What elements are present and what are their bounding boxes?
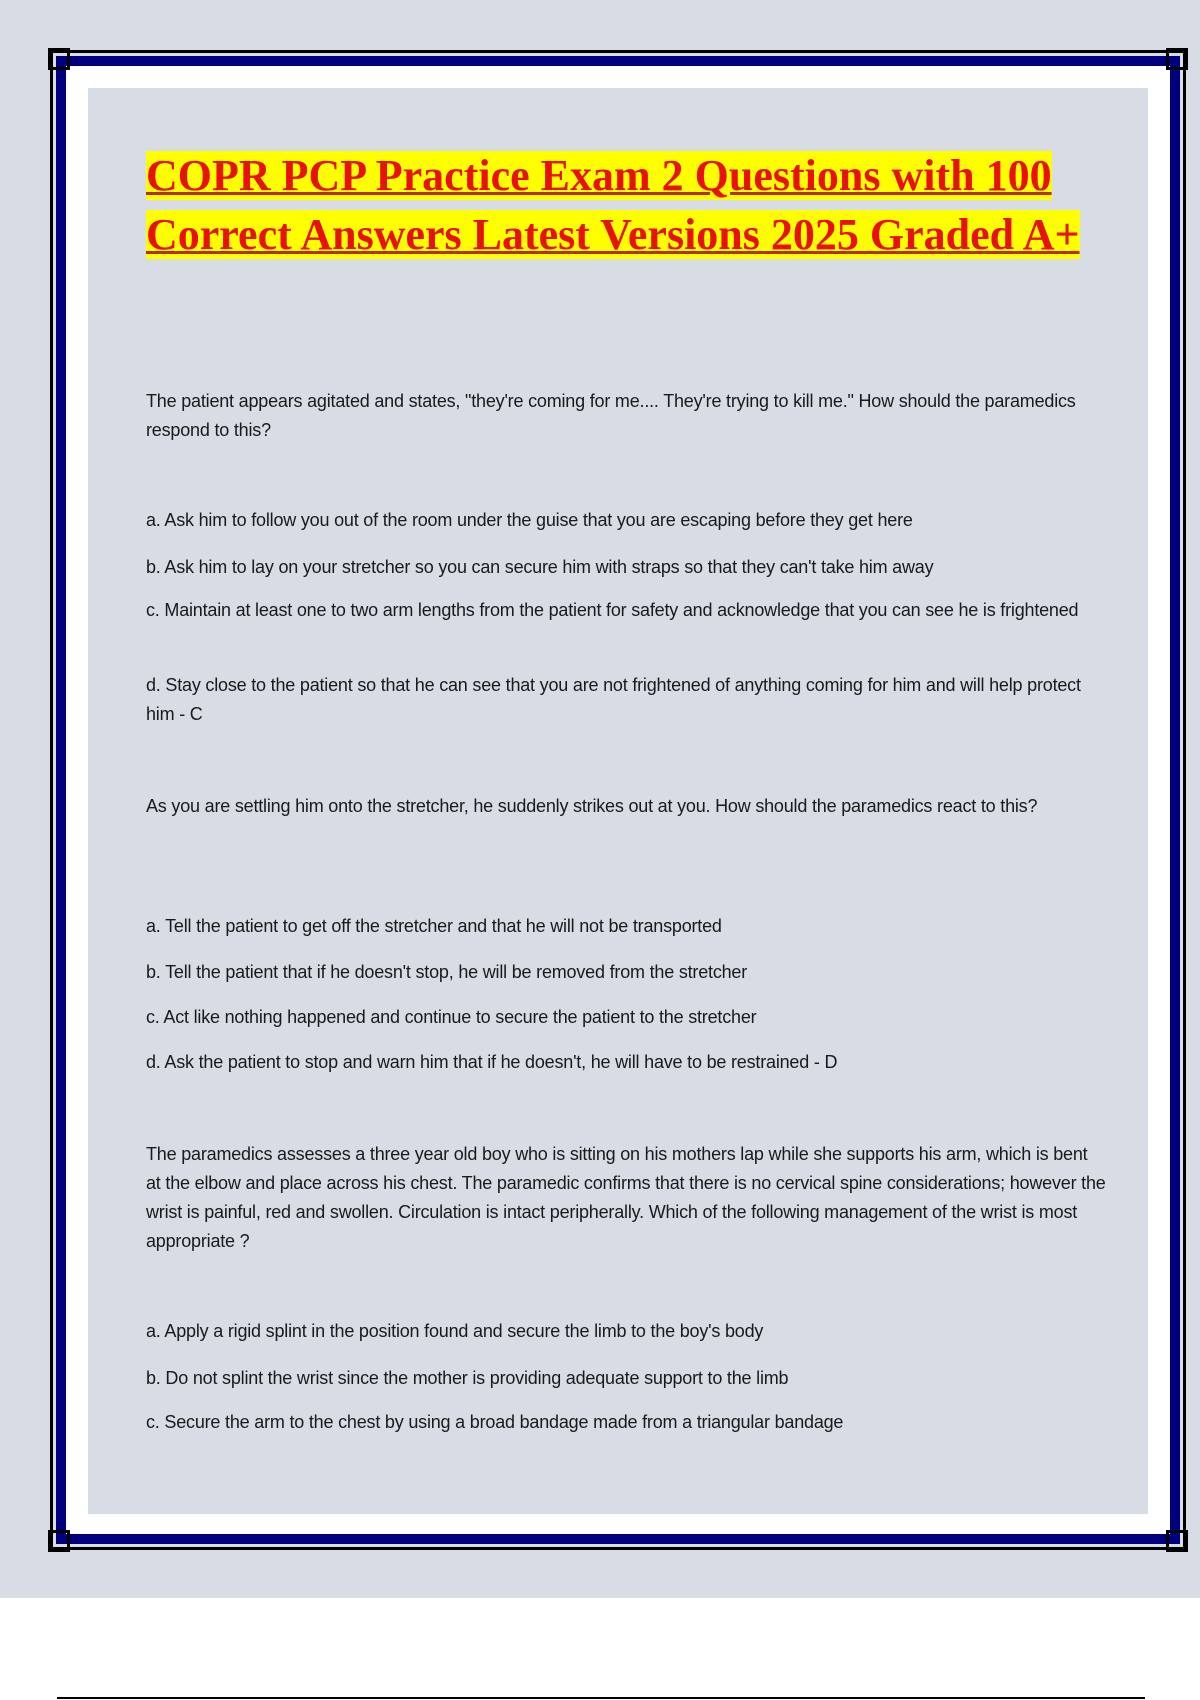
- document-title: [146, 146, 1106, 264]
- corner-ornament-icon: [1166, 1530, 1188, 1552]
- answer-option: a. Ask him to follow you out of the room under the guise that you are escaping before they get here: [146, 510, 913, 530]
- question-stem: The patient appears agitated and states, "they're coming for me.... They're trying to kill me." How should the paramedics respond to this?: [146, 391, 1076, 440]
- answer-option: d. Ask the patient to stop and warn him that if he doesn't, he will have to be restrained - D: [146, 1052, 838, 1072]
- question-stem: As you are settling him onto the stretcher, he suddenly strikes out at you. How should the paramedics react to this?: [146, 796, 1038, 816]
- question-stem: The paramedics assesses a three year old boy who is sitting on his mothers lap while she supports his arm, which is bent at the elbow and place across his chest. The paramedic confirms that there is no cervical spine considerations; however the wrist is painful, red and swollen. Circulation is intact peripherally. Which of the following management of the wrist is most appropriate ?: [146, 1144, 1106, 1251]
- answer-option: d. Stay close to the patient so that he can see that you are not frightened of anything coming for him and will help protect him - C: [146, 675, 1081, 724]
- answer-option: c. Maintain at least one to two arm lengths from the patient for safety and acknowledge that you can see he is frightened: [146, 600, 1079, 620]
- answer-option: a. Apply a rigid splint in the position found and secure the limb to the boy's body: [146, 1321, 764, 1341]
- corner-ornament-icon: [1166, 48, 1188, 70]
- page-divider: [57, 1697, 1145, 1699]
- answer-option: c. Act like nothing happened and continue to secure the patient to the stretcher: [146, 1007, 757, 1027]
- answer-option: c. Secure the arm to the chest by using a broad bandage made from a triangular bandage: [146, 1412, 844, 1432]
- answer-option: b. Do not splint the wrist since the mother is providing adequate support to the limb: [146, 1368, 789, 1388]
- answer-option: a. Tell the patient to get off the stretcher and that he will not be transported: [146, 916, 722, 936]
- corner-ornament-icon: [48, 48, 70, 70]
- title-text: COPR PCP Practice Exam 2 Questions with 100 Correct Answers Latest Versions 2025 Graded A+: [146, 151, 1080, 259]
- corner-ornament-icon: [48, 1530, 70, 1552]
- answer-option: b. Tell the patient that if he doesn't stop, he will be removed from the stretcher: [146, 962, 748, 982]
- answer-option: b. Ask him to lay on your stretcher so you can secure him with straps so that they can't take him away: [146, 557, 934, 577]
